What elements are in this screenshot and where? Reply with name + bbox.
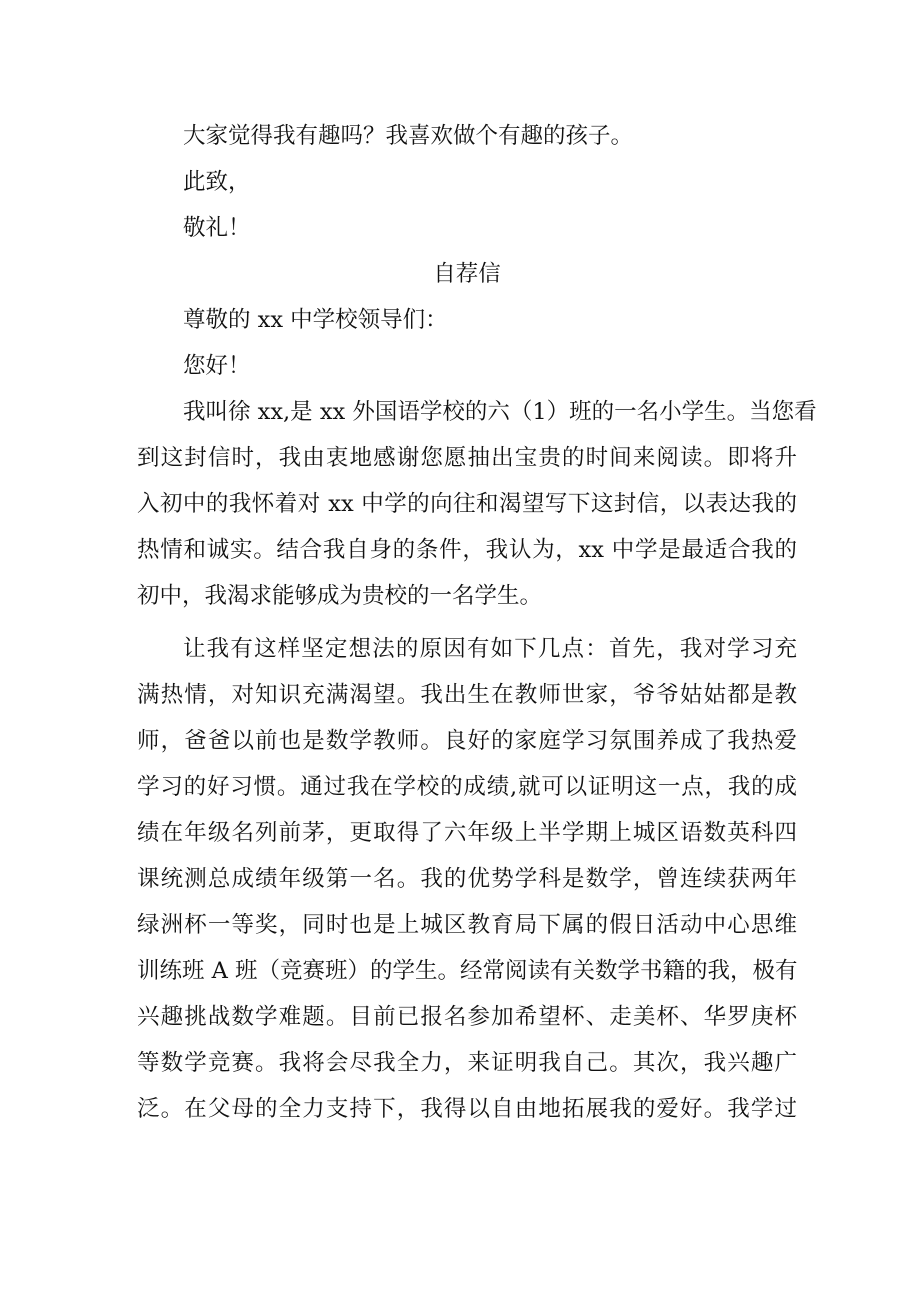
- sign-off-jing-li: 敬礼！: [183, 215, 251, 241]
- paragraph-line: 让我有这样坚定想法的原因有如下几点：首先，我对学习充: [183, 636, 797, 662]
- sign-off-ci-zhi: 此致，: [183, 169, 251, 195]
- paragraph-line: 满热情，对知识充满渴望。我出生在教师世家，爷爷姑姑都是教: [137, 682, 797, 708]
- paragraph-line: 泛。在父母的全力支持下，我得以自由地拓展我的爱好。我学过: [137, 1096, 797, 1122]
- greeting: 您好！: [183, 353, 251, 379]
- paragraph-reasons: [137, 626, 797, 1132]
- paragraph-line: 课统测总成绩年级第一名。我的优势学科是数学，曾连续获两年: [137, 866, 797, 892]
- paragraph-line: 师，爸爸以前也是数学教师。良好的家庭学习氛围养成了我热爱: [137, 728, 797, 754]
- paragraph-line: 到这封信时，我由衷地感谢您愿抽出宝贵的时间来阅读。即将升: [137, 445, 797, 471]
- paragraph-line: 兴趣挑战数学难题。目前已报名参加希望杯、走美杯、华罗庚杯: [137, 1004, 797, 1030]
- letter-title: 自荐信: [433, 261, 501, 287]
- paragraph-intro: [137, 389, 817, 619]
- document-page: [137, 113, 817, 1132]
- paragraph-line: 初中，我渴求能够成为贵校的一名学生。: [137, 583, 543, 609]
- paragraph-line: 入初中的我怀着对 xx 中学的向往和渴望写下这封信，以表达我的: [137, 491, 797, 517]
- paragraph-line: 我叫徐 xx,是 xx 外国语学校的六（1）班的一名小学生。当您看: [183, 399, 817, 425]
- salutation: 尊敬的 xx 中学校领导们：: [183, 307, 448, 333]
- paragraph-line: 训练班 A 班（竞赛班）的学生。经常阅读有关数学书籍的我，极有: [137, 958, 798, 984]
- paragraph-line: 绩在年级名列前茅，更取得了六年级上半学期上城区语数英科四: [137, 820, 797, 846]
- paragraph-line: 热情和诚实。结合我自身的条件，我认为，xx 中学是最适合我的: [137, 537, 797, 563]
- closing-question: 大家觉得我有趣吗？我喜欢做个有趣的孩子。: [183, 123, 634, 149]
- paragraph-line: 学习的好习惯。通过我在学校的成绩,就可以证明这一点，我的成: [137, 774, 797, 800]
- paragraph-line: 绿洲杯一等奖，同时也是上城区教育局下属的假日活动中心思维: [137, 912, 797, 938]
- paragraph-line: 等数学竞赛。我将会尽我全力，来证明我自己。其次，我兴趣广: [137, 1050, 797, 1076]
